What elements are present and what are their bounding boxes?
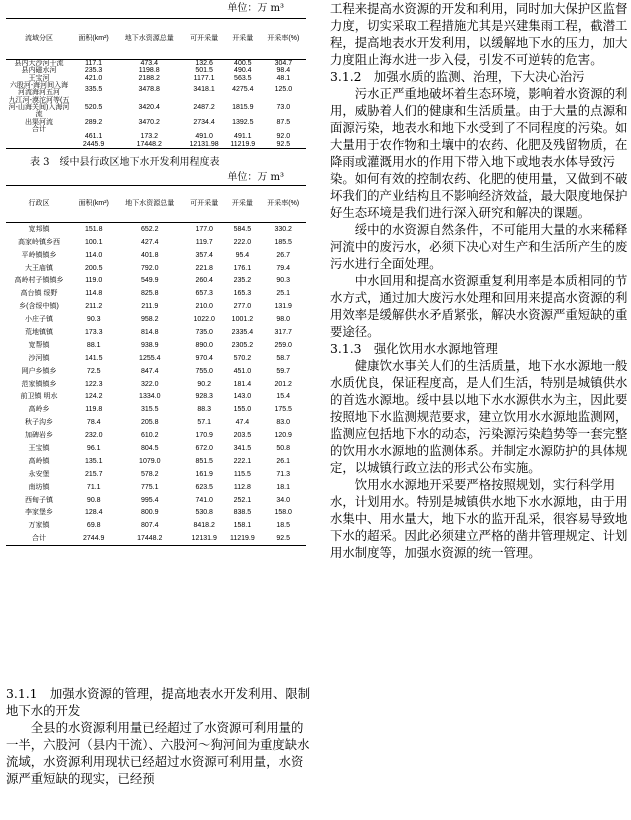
table-cell: 县内磁水河 xyxy=(21,67,57,75)
table-cell: 小庄子镇 xyxy=(25,316,53,324)
table-cell: 735.0 xyxy=(195,329,213,337)
column-header: 开采率(%) xyxy=(261,19,306,60)
table-cell: 151.8 xyxy=(84,225,103,233)
table-cell: 141.5 xyxy=(84,354,103,362)
table-cell: 2734.4 xyxy=(193,118,215,126)
table-cell: 2445.9 xyxy=(72,141,115,149)
table-cell: 县内大沙河干流 xyxy=(14,60,64,67)
table-cell: 34.0 xyxy=(276,496,291,504)
table-cell: 652.2 xyxy=(140,225,159,233)
table-cell: 西甸子镇 xyxy=(25,496,53,504)
table-row xyxy=(6,481,306,494)
table-cell: 1198.8 xyxy=(138,67,160,75)
table-cell: 87.5 xyxy=(276,118,291,126)
table-cell: 958.2 xyxy=(140,316,159,324)
table-cell: 491.0 xyxy=(195,133,213,141)
table-row xyxy=(6,133,306,140)
table-cell: 357.4 xyxy=(195,251,213,259)
table-cell: 2305.2 xyxy=(231,341,254,349)
table-cell: 401.8 xyxy=(140,251,159,259)
table-cell: 90.2 xyxy=(197,380,212,388)
table-row xyxy=(6,249,306,262)
table-cell: 88.1 xyxy=(86,341,101,349)
table-cell: 421.0 xyxy=(84,74,103,82)
table-cell: 1255.4 xyxy=(139,354,161,362)
table-cell: 58.7 xyxy=(276,354,291,362)
table-cell: 252.1 xyxy=(233,496,252,504)
table-row xyxy=(6,275,306,288)
table-cell: 合计 xyxy=(6,533,72,546)
column-header: 可开采量 xyxy=(183,19,225,60)
table-cell: 71.3 xyxy=(276,470,291,478)
table-cell: 259.0 xyxy=(274,341,292,349)
table-row xyxy=(6,141,306,149)
table-cell: 平岭镇镇乡 xyxy=(21,251,57,259)
table-cell: 501.5 xyxy=(195,67,213,75)
table-cell: 8418.2 xyxy=(193,522,215,530)
table-cell: 88.3 xyxy=(197,406,212,414)
table2-unit: 单位：万 m³ xyxy=(227,172,284,184)
left-body-text xyxy=(6,685,311,787)
table-cell: 335.5 xyxy=(84,85,103,93)
table-cell: 610.2 xyxy=(140,432,159,440)
column-header: 行政区 xyxy=(6,186,72,223)
table-row xyxy=(6,262,306,275)
table-cell: 79.4 xyxy=(276,264,291,272)
table-row xyxy=(6,326,306,339)
table-cell: 222.1 xyxy=(233,457,252,465)
table-cell: 大王庙镇 xyxy=(25,264,53,272)
table-cell: 119.7 xyxy=(195,238,213,246)
table-cell: 657.3 xyxy=(195,290,213,298)
table-row xyxy=(6,288,306,301)
column-header: 可开采量 xyxy=(184,186,224,223)
column-header: 面积(km²) xyxy=(72,186,115,223)
table-cell: 215.7 xyxy=(84,470,103,478)
column-header: 开采量 xyxy=(224,186,260,223)
table-cell: 18.5 xyxy=(276,522,291,530)
table-cell: 71.1 xyxy=(86,483,101,491)
table-cell: 2744.9 xyxy=(72,533,115,546)
table-cell: 170.9 xyxy=(195,432,213,440)
table-cell: 12131.9 xyxy=(184,533,224,546)
section-heading-3-1-1: 3.1.1 加强水资源的管理，提高地表水开发利用、限制地下水的开发 xyxy=(6,686,311,718)
table-cell: 王宝镇 xyxy=(28,445,50,453)
table-cell: 96.1 xyxy=(86,445,101,453)
table-cell: 200.5 xyxy=(84,264,103,272)
table-cell: 205.8 xyxy=(140,419,159,427)
table-cell: 807.4 xyxy=(140,522,159,530)
table-cell: 90.3 xyxy=(276,277,291,285)
table-cell: 50.8 xyxy=(276,445,291,453)
table-cell: 11219.9 xyxy=(224,533,260,546)
table-cell: 584.5 xyxy=(233,225,252,233)
table-cell: 48.1 xyxy=(276,74,291,82)
table-cell: 451.0 xyxy=(233,367,252,375)
table-cell: 185.5 xyxy=(274,238,292,246)
table-cell: 王宝河 xyxy=(28,74,50,82)
table1-unit: 单位：万 m³ xyxy=(227,3,284,14)
table-cell: 出渠河流 xyxy=(25,118,53,126)
table-cell: 114.8 xyxy=(85,290,103,298)
table-cell: 317.7 xyxy=(274,329,292,337)
column-header: 地下水资源总量 xyxy=(115,186,184,223)
table-row xyxy=(6,391,306,404)
table-cell: 890.0 xyxy=(195,341,213,349)
paragraph: 健康饮水事关人们的生活质量，地下水水源地一般水质优良，保证程度高，是人们生活，特别是城镇供水的首选水源地。绥中县以地下水水源供水为主，因此要按照地下水监测规范要求，建立饮用水水源地监测网，监测应包括地下水的动态，污染源污染趋势等一套完整的饮用水水源地的监测体系。并制定水源防护的具体规定，以城镇行政立法的形式公布实施。 xyxy=(330,358,628,475)
table-row xyxy=(6,468,306,481)
table-row xyxy=(6,533,306,546)
table-cell: 万家镇 xyxy=(28,522,50,530)
paragraph: 污水正严重地破坏着生态环境，影响着水资源的利用，威胁着人们的健康和生活质量。由于大量的点源和面源污染，地表水和地下水受到了不同程度的污染。如大量用于农作物和土壤中的农药、化肥及残留物质，在降雨或灌溉用水的作用下带入地下或地表水体导致污染。如何有效的控制农药、化肥的使用量，又做到不破坏我们的产业结构且不影响经济效益，最大限度地保护好生态环境是我们进行深入研究和解决的课题。 xyxy=(330,86,628,220)
table-cell: 2335.4 xyxy=(231,329,254,337)
table-cell: 98.4 xyxy=(276,67,291,75)
table-cell: 315.5 xyxy=(140,406,159,414)
table-row xyxy=(6,119,306,126)
table-cell: 3420.4 xyxy=(138,104,160,112)
table-cell: 荒地镇镇 xyxy=(25,329,53,337)
table-cell: 155.0 xyxy=(233,406,252,414)
table-row xyxy=(6,126,306,133)
table-cell: 847.4 xyxy=(140,367,159,375)
table-cell: 2188.2 xyxy=(138,74,160,82)
table-row xyxy=(6,352,306,365)
table-row xyxy=(6,339,306,352)
column-header: 开采率(%) xyxy=(260,186,306,223)
table-row xyxy=(6,75,306,82)
table-cell: 1392.5 xyxy=(232,118,254,126)
table-cell: 92.5 xyxy=(261,141,306,149)
paragraph: 绥中的水资源自然条件，不可能用大量的水来稀释河流中的废污水，必须下决心对生产和生活所产生的废污水进行全面处理。 xyxy=(330,222,628,271)
table-cell: 570.2 xyxy=(233,354,252,362)
table-cell: 11219.9 xyxy=(225,141,261,149)
table-cell: 800.9 xyxy=(140,509,159,517)
table-cell: 宽帮镇 xyxy=(28,341,50,349)
table-cell: 加碑岩乡 xyxy=(25,432,53,440)
table-cell: 221.8 xyxy=(195,264,213,272)
table-cell: 17448.2 xyxy=(115,141,183,149)
table-cell: 112.8 xyxy=(233,483,251,491)
table-cell: 83.0 xyxy=(276,419,291,427)
table-row xyxy=(6,223,306,236)
table-row xyxy=(6,313,306,326)
table-row xyxy=(6,82,306,97)
table-cell: 938.9 xyxy=(140,341,159,349)
table-cell: 804.5 xyxy=(140,445,159,453)
table-cell: 563.5 xyxy=(234,74,252,82)
paragraph: 饮用水水源地开采要严格按照规划，实行科学用水，计划用水。特别是城镇供水地下水水源地，由于用水集中、用水量大，地下水的监开乱采，很容易导致地下水的超采。因此必须建立严格的凿井管理规定、计划用水制度等，加强水资源的统一管理。 xyxy=(330,477,628,560)
table-cell: 57.1 xyxy=(197,419,212,427)
table-cell: 122.3 xyxy=(84,380,103,388)
section-heading-3-1-3: 3.1.3 强化饮用水水源地管理 xyxy=(330,341,498,356)
table-cell: 235.2 xyxy=(233,277,252,285)
table-cell: 970.4 xyxy=(195,354,213,362)
table-cell xyxy=(183,126,225,133)
table-cell: 203.5 xyxy=(233,432,252,440)
table-cell: 277.0 xyxy=(233,303,252,311)
table-cell: 1177.1 xyxy=(193,74,215,82)
table-cell: 427.4 xyxy=(140,238,159,246)
table-cell: 沙河镇 xyxy=(28,354,50,362)
table-cell: 177.0 xyxy=(195,225,213,233)
table-cell xyxy=(115,126,183,133)
table-cell: 114.0 xyxy=(85,251,103,259)
table-cell: 前卫镇 明水 xyxy=(20,393,58,401)
table-cell: 623.5 xyxy=(195,483,213,491)
paragraph: 全县的水资源利用量已经超过了水资源可利用量的一半，六股河（县内干流）、六股河～狗河间为重度缺水流域，水资源利用现状已经超过水资源可利用量，水资源严重短缺的现实，已经预 xyxy=(6,720,310,786)
table-cell: 90.8 xyxy=(86,496,101,504)
table-cell xyxy=(225,126,261,133)
table-cell: 995.4 xyxy=(140,496,159,504)
table-cell: 高家岭镇乡西 xyxy=(18,238,60,246)
table-cell: 124.2 xyxy=(84,393,103,401)
table-cell: 高台镇 绥野 xyxy=(20,290,58,298)
table-cell: 4275.4 xyxy=(232,85,254,93)
table-cell: 322.0 xyxy=(140,380,159,388)
table-cell: 1001.2 xyxy=(231,316,254,324)
table-cell: 南坊镇 xyxy=(28,483,50,491)
table-cell: 72.5 xyxy=(86,367,101,375)
table-cell: 47.4 xyxy=(235,419,250,427)
table-cell: 232.0 xyxy=(84,432,103,440)
table-cell: 1079.0 xyxy=(139,457,161,465)
table-row xyxy=(6,404,306,417)
table-cell: 289.2 xyxy=(84,118,103,126)
table-cell: 211.9 xyxy=(141,303,159,311)
table-row xyxy=(6,365,306,378)
table-cell: 235.3 xyxy=(84,67,103,75)
table-cell: 175.5 xyxy=(274,406,292,414)
table-row xyxy=(6,236,306,249)
table-cell: 2487.2 xyxy=(193,104,215,112)
table-cell: 3478.8 xyxy=(138,85,160,93)
table2-caption: 表 3 绥中县行政区地下水开发利用程度表 xyxy=(30,157,220,169)
column-header: 面积(km²) xyxy=(72,19,115,60)
table-cell: 158.1 xyxy=(233,522,252,530)
table-cell: 851.5 xyxy=(195,457,213,465)
table-cell: 69.8 xyxy=(86,522,101,530)
table-cell: 115.5 xyxy=(233,470,251,478)
table-cell: 12131.98 xyxy=(183,141,225,149)
table-cell: 119.0 xyxy=(85,277,103,285)
table-cell: 491.1 xyxy=(234,133,252,141)
table-cell: 473.4 xyxy=(140,60,158,67)
table-cell: 490.4 xyxy=(234,67,252,75)
table-row xyxy=(6,520,306,533)
table-row xyxy=(6,378,306,391)
table-cell: 161.9 xyxy=(195,470,213,478)
table-row xyxy=(6,97,306,119)
table-cell: 3470.2 xyxy=(138,118,160,126)
table-cell: 李家堡乡 xyxy=(25,509,53,517)
table-cell: 永安堡 xyxy=(28,470,50,478)
table-row xyxy=(6,67,306,74)
table-row xyxy=(6,442,306,455)
table-cell: 1022.0 xyxy=(193,316,215,324)
table-cell: 119.8 xyxy=(85,406,103,414)
table-cell: 165.3 xyxy=(233,290,252,298)
column-header: 流域分区 xyxy=(6,19,72,60)
table-cell: 135.1 xyxy=(84,457,103,465)
table-row xyxy=(6,455,306,468)
table-cell: 173.3 xyxy=(84,329,103,337)
table-cell: 672.0 xyxy=(195,445,213,453)
table-cell xyxy=(261,126,306,133)
table-cell: 520.5 xyxy=(84,104,103,112)
left-column xyxy=(6,0,314,546)
table-cell: 158.0 xyxy=(274,509,292,517)
table-cell: 1815.9 xyxy=(232,104,254,112)
table-cell: 775.1 xyxy=(140,483,159,491)
table-cell: 176.1 xyxy=(233,264,252,272)
table-cell: 95.4 xyxy=(235,251,250,259)
table-cell: 98.0 xyxy=(276,316,291,324)
table-cell: 92.5 xyxy=(260,533,306,546)
table-cell: 741.0 xyxy=(195,496,213,504)
table-cell: 755.0 xyxy=(195,367,213,375)
table-cell: 合计 xyxy=(32,126,46,134)
table-cell: 814.8 xyxy=(140,329,159,337)
table-cell: 高岭村子镇镇乡 xyxy=(14,277,64,285)
table-cell: 120.9 xyxy=(274,432,292,440)
table-row xyxy=(6,494,306,507)
table-cell: 18.1 xyxy=(276,483,291,491)
section-heading-3-1-2: 3.1.2 加强水质的监测、治理，下大决心治污 xyxy=(330,69,585,84)
table-cell: 260.4 xyxy=(195,277,213,285)
table-cell: 宽邦镇 xyxy=(28,225,50,233)
table-cell: 73.0 xyxy=(276,104,291,112)
table-cell: 400.5 xyxy=(234,60,252,67)
table-cell: 201.2 xyxy=(274,380,292,388)
table-cell: 1334.0 xyxy=(139,393,161,401)
table-cell: 222.0 xyxy=(233,238,252,246)
table-row xyxy=(6,416,306,429)
table-cell xyxy=(72,126,115,133)
paragraph: 工程来提高水资源的开发和利用，同时加大保护区监督力度，切实采取工程措施尤其是兴建集雨工程，截潜工程，提高地表水开发利用，以缓解地下水的压力，加大力度阻止海水进一步入侵，引发不可逆转的危害。 xyxy=(330,1,628,67)
table-cell: 117.1 xyxy=(85,60,103,67)
table-cell: 549.9 xyxy=(140,277,159,285)
table-cell: 100.1 xyxy=(84,238,103,246)
table-row xyxy=(6,300,306,313)
table-cell: 461.1 xyxy=(84,133,103,141)
table-cell: 17448.2 xyxy=(115,533,184,546)
table-cell: 范家镇镇乡 xyxy=(21,380,57,388)
table-cell: 825.8 xyxy=(140,290,159,298)
table-cell: 128.4 xyxy=(84,509,103,517)
table-row xyxy=(6,507,306,520)
table-cell: 26.1 xyxy=(276,457,291,465)
table-cell: 304.7 xyxy=(274,60,293,67)
table-cell xyxy=(6,141,72,149)
table-cell: 网户乡镇乡 xyxy=(21,367,57,375)
table-cell: 3418.1 xyxy=(193,85,215,93)
table-cell: 132.6 xyxy=(195,60,213,67)
table-cell: 211.2 xyxy=(85,303,103,311)
table-cell: 125.0 xyxy=(274,85,293,93)
table-admin-groundwater xyxy=(6,185,306,546)
table-cell: 143.0 xyxy=(233,393,252,401)
table-cell: 高岭镇 xyxy=(28,457,50,465)
table-cell: 59.7 xyxy=(276,367,291,375)
table-cell: 15.4 xyxy=(276,393,291,401)
column-header: 开采量 xyxy=(225,19,261,60)
table-cell: 210.0 xyxy=(195,303,213,311)
table-cell: 78.4 xyxy=(86,419,101,427)
table-cell: 578.2 xyxy=(140,470,159,478)
table-cell: 秋子沟乡 xyxy=(25,419,53,427)
table-cell: 838.5 xyxy=(233,509,252,517)
table-cell: 131.9 xyxy=(274,303,292,311)
table-basin-groundwater xyxy=(6,18,306,149)
table-cell: 330.2 xyxy=(274,225,292,233)
paragraph: 中水回用和提高水资源重复利用率是本质相同的节水方式，通过加大废污水处理和回用来提高水资源的利用效率是缓解供水矛盾紧张，解决水资源严重短缺的重要途径。 xyxy=(330,273,628,339)
table-cell xyxy=(6,133,72,140)
table-cell: 181.4 xyxy=(233,380,252,388)
table-cell: 530.8 xyxy=(195,509,213,517)
table-cell: 90.3 xyxy=(86,316,101,324)
table-cell: 高岭乡 xyxy=(28,406,50,414)
table-cell: 25.1 xyxy=(276,290,291,298)
table-cell: 26.7 xyxy=(276,251,291,259)
table-cell: 六股河-海河间入海河流海河五河 xyxy=(9,82,69,97)
table-cell: 928.3 xyxy=(195,393,213,401)
table-cell: 792.0 xyxy=(140,264,159,272)
table-cell: 341.5 xyxy=(233,445,252,453)
table-row xyxy=(6,429,306,442)
table-cell: 92.0 xyxy=(276,133,291,141)
table-cell: 173.2 xyxy=(140,133,158,141)
table-cell: 乡(含绥中镇) xyxy=(19,303,59,311)
right-column xyxy=(330,0,630,561)
table-cell: 九江河-漠沱河等(五河-山海关间)入海河流 xyxy=(8,96,70,119)
column-header: 地下水资源总量 xyxy=(115,19,183,60)
